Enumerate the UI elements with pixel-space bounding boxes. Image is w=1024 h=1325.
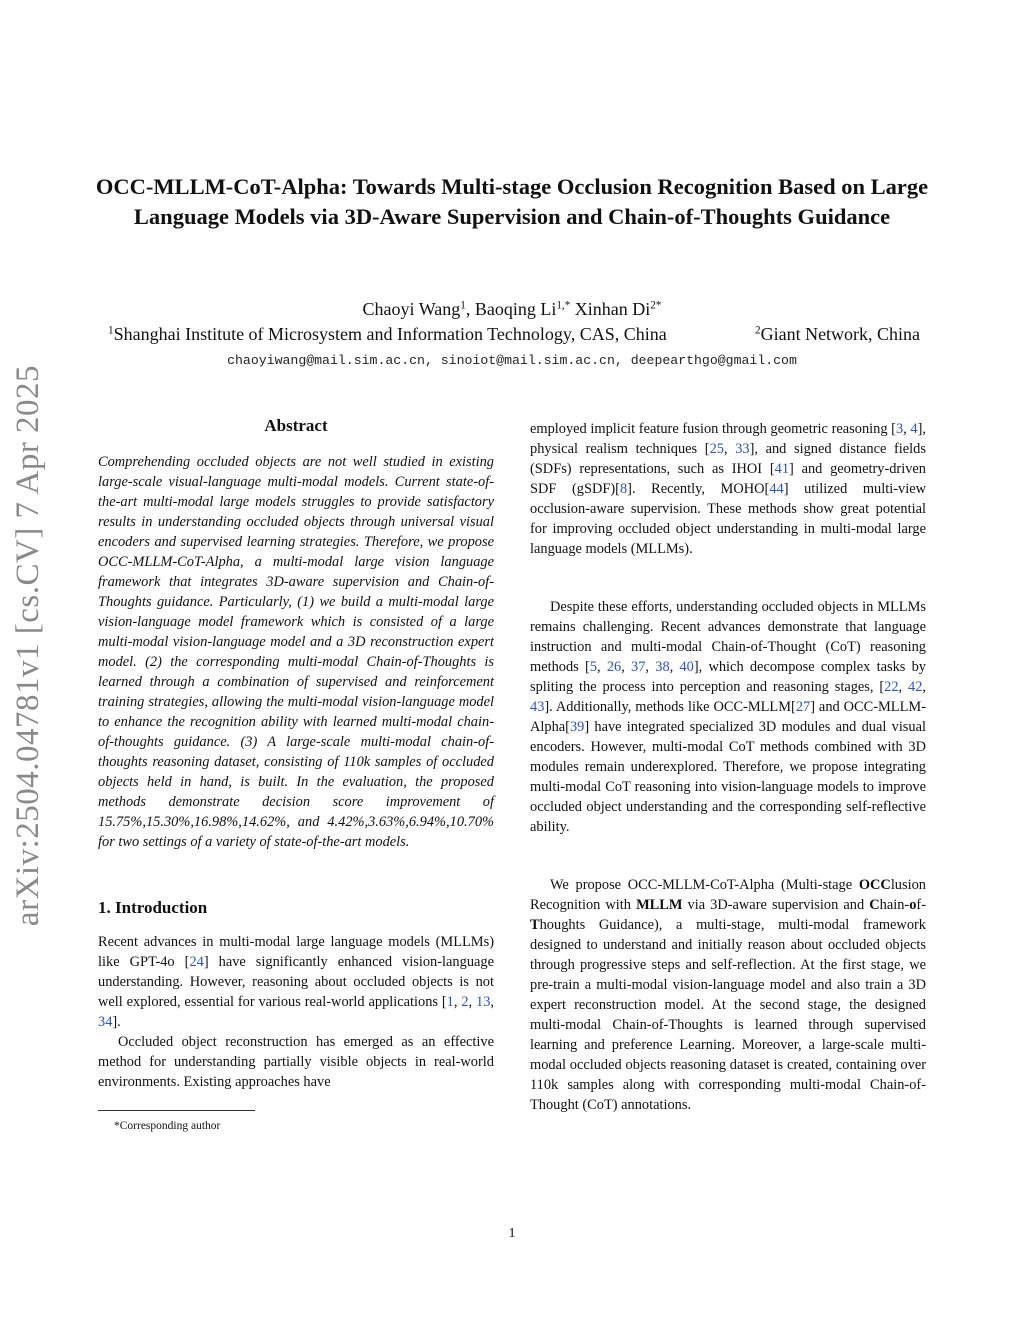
citation-link[interactable]: 8 <box>619 481 628 497</box>
affiliation-mark: 1 <box>108 324 114 337</box>
citation-link[interactable]: 3 <box>895 421 904 437</box>
citation-link[interactable]: 43 <box>530 699 545 715</box>
citation-link[interactable]: 26 <box>606 659 622 675</box>
citation-link[interactable]: 13 <box>476 994 491 1010</box>
citation-link[interactable]: 42 <box>908 679 923 695</box>
intro-paragraph-1: Recent advances in multi-modal large language models (MLLMs) like GPT-4o [24] have significantly enhanced vision-language understanding. However, reasoning about occluded objects is not well explored, essential for various real-world applications [1, 2, 13, 34]. <box>98 934 495 1030</box>
abstract-heading: Abstract <box>264 416 328 435</box>
author-emails: chaoyiwang@mail.sim.ac.cn, sinoiot@mail.sim.ac.cn, deepearthgo@gmail.com <box>227 353 797 368</box>
citation-link[interactable]: 33 <box>735 441 750 457</box>
affiliation-mark: 2 <box>755 324 761 337</box>
intro-paragraph-2: Occluded object reconstruction has emerged as an effective method for understanding partially visible objects in real-world environments. Existing approaches have <box>98 1034 494 1090</box>
affiliation-text: Shanghai Institute of Microsystem and Information Technology, CAS, China <box>113 324 667 344</box>
affiliation-1 <box>108 324 667 345</box>
abstract-body: Comprehending occluded objects are not well studied in existing large-scale visual-language multi-modal models. Current state-of-the-art multi-modal large models struggles to provide satisfactory results in understanding occluded objects through universal visual encoders and supervised learning strategies. Therefore, we propose OCC-MLLM-CoT-Alpha, a multi-modal large vision language framework that integrates 3D-aware supervision and Chain-of-Thoughts guidance. Particularly, (1) we build a multi-modal large vision-language model framework which is consisted of a large multi-modal vision-language model and a 3D reconstruction expert model. (2) the corresponding multi-modal Chain-of-Thoughts is learned through a combination of supervised and reinforcement training strategies, allowing the multi-modal vision-language model to enhance the recognition ability with learned multi-modal chain-of-thoughts guidance. (3) A large-scale multi-modal chain-of-thoughts reasoning dataset, consisting of 110k samples of occluded objects held in hand, is built. In the evaluation, the proposed methods demonstrate decision score improvement of 15.75%,15.30%,16.98%,14.62%, and 4.42%,3.63%,6.94%,10.70% for two settings of a variety of state-of-the-art models. <box>98 454 494 850</box>
affiliation-text: Giant Network, China <box>760 324 921 344</box>
paper-title: OCC-MLLM-CoT-Alpha: Towards Multi-stage Occlusion Recognition Based on Large Language Models via 3D-Aware Supervision and Chain-of-Thoughts Guidance <box>95 174 929 229</box>
arxiv-identifier-sidebar <box>3 360 55 930</box>
author-affil-mark: 2* <box>650 299 662 312</box>
citation-link[interactable]: 40 <box>679 659 694 675</box>
citation-link[interactable]: 1 <box>446 994 454 1010</box>
author-name: Baoqing Li <box>474 299 557 319</box>
right-paragraph-1: employed implicit feature fusion through geometric reasoning [3, 4], physical realism techniques [25, 33], and signed distance fields (SDFs) representations, such as IHOI [41] and geometry-driven SDF (gSDF)[8]. Recently, MOHO[44] utilized multi-view occlusion-aware supervision. These methods show great potential for improving occluded object understanding in multi-modal large language models (MLLMs). <box>530 421 927 557</box>
right-paragraph-3: We propose OCC-MLLM-CoT-Alpha (Multi-stage OCClusion Recognition with MLLM via 3D-aware supervision and Chain-of-Thoughts Guidance), a multi-stage, multi-modal framework designed to understand and initially reason about occluded objects through progressive steps and self-reflection. At the first stage, we pre-train a multi-modal vision-language model and also train a 3D expert reconstruction model. At the second stage, the designed multi-modal Chain-of-Thoughts is learned through supervised learning and preference Learning. Moreover, a large-scale multi-modal occluded objects reasoning dataset is created, containing over 110k samples along with corresponding multi-modal Chain-of-Thought (CoT) annotations. <box>530 877 926 1113</box>
author-name: Chaoyi Wang <box>362 299 461 319</box>
section-heading-introduction: 1. Introduction <box>98 898 208 917</box>
citation-link[interactable]: 25 <box>709 441 724 457</box>
citation-link[interactable]: 41 <box>774 461 790 477</box>
author-name: Xinhan Di <box>574 299 651 319</box>
citation-link[interactable]: 39 <box>569 719 585 735</box>
right-paragraph-2: Despite these efforts, understanding occluded objects in MLLMs remains challenging. Recent advances demonstrate that language instruction and multi-modal Chain-of-Thought (CoT) reasoning methods [5, 26, 37, 38, 40], which decompose complex tasks by spliting the process into perception and reasoning stages, [22, 42, 43]. Additionally, methods like OCC-MLLM[27] and OCC-MLLM-Alpha[39] have integrated specialized 3D modules and dual visual encoders. However, multi-modal CoT methods combined with 3D modules remain underexplored. Therefore, we propose integrating multi-modal CoT reasoning into vision-language models to improve occluded object understanding and the corresponding self-reflective ability. <box>530 599 926 835</box>
citation-link[interactable]: 44 <box>769 481 784 497</box>
author-affil-mark: 1,* <box>556 299 571 312</box>
author-affil-mark: 1 <box>460 299 466 312</box>
citation-link[interactable]: 38 <box>655 659 670 675</box>
affiliation-2 <box>755 324 920 345</box>
citation-link[interactable]: 5 <box>589 659 597 675</box>
arxiv-id-text: arXiv:2504.04781v1 [cs.CV] 7 Apr 2025 <box>10 364 47 926</box>
right-column <box>530 419 926 1115</box>
citation-link[interactable]: 2 <box>461 994 469 1010</box>
citation-link[interactable]: 24 <box>189 954 204 970</box>
citation-link[interactable]: 22 <box>884 679 899 695</box>
page-number: 1 <box>508 1226 516 1241</box>
footnote-corresponding-author: *Corresponding author <box>114 1120 221 1132</box>
citation-link[interactable]: 27 <box>795 699 811 715</box>
citation-link[interactable]: 37 <box>631 659 646 675</box>
author-list: Chaoyi Wang$^1$, Baoqing $Li^{1,*}$ Xinhan $Di^{2*}$ <box>362 299 662 319</box>
left-column <box>98 416 494 1136</box>
footnote-divider <box>98 1110 255 1111</box>
citation-link[interactable]: 34 <box>98 1014 113 1030</box>
citation-link[interactable]: 4 <box>910 421 918 437</box>
